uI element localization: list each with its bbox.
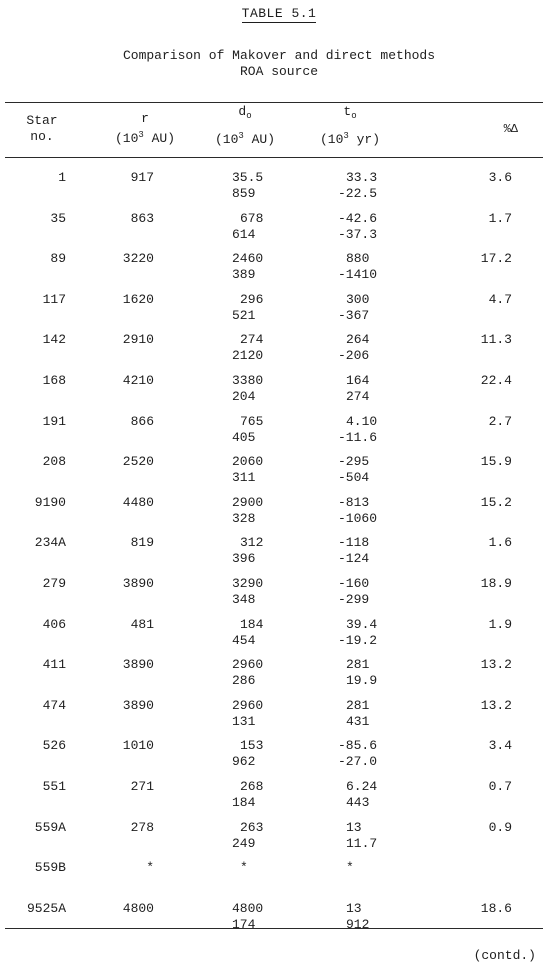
table-caption-line2: ROA source <box>239 64 318 79</box>
cell-d0-first: 765 <box>240 413 264 429</box>
cell-t0 <box>310 576 400 608</box>
header-rule <box>5 157 543 158</box>
cell-percent-diff: 17.2 <box>480 251 512 267</box>
cell-percent-diff: 3.4 <box>488 738 512 754</box>
cell-d0 <box>196 251 280 283</box>
cell-r: 2910 <box>122 332 154 348</box>
cell-t0-first: 264 <box>346 332 370 348</box>
cell-t0-second: 274 <box>346 389 370 404</box>
cell-r: 863 <box>130 210 154 226</box>
cell-t0-first: 4.10 <box>346 413 378 429</box>
table-row <box>0 738 558 774</box>
cell-star-no: 559A <box>34 819 66 835</box>
cell-d0-first: 2060 <box>232 454 264 470</box>
cell-r: 4800 <box>122 900 154 916</box>
table-row <box>0 495 558 531</box>
cell-percent-diff: 13.2 <box>480 657 512 673</box>
cell-d0 <box>196 820 280 852</box>
header-t-letter: t <box>343 104 352 119</box>
cell-t0-first: -813 <box>338 494 370 510</box>
cell-star-no: 117 <box>42 291 66 307</box>
cell-d0-first: 2960 <box>232 657 264 673</box>
cell-percent-diff: 0.7 <box>488 779 512 794</box>
cell-t0-second: -299 <box>338 592 370 607</box>
table-row <box>0 170 558 206</box>
cell-t0 <box>310 779 400 811</box>
cell-t0 <box>310 414 400 446</box>
table-row <box>0 292 558 328</box>
cell-r: 1620 <box>122 291 154 307</box>
cell-t0-first: 39.4 <box>346 616 378 632</box>
header-r-unit-pre: (10 <box>114 131 139 146</box>
cell-d0-first: 184 <box>240 616 264 632</box>
cell-t0-second: -37.3 <box>338 226 378 242</box>
cell-d0-first: 2960 <box>232 697 264 713</box>
cell-t0-second: -1060 <box>338 510 378 526</box>
cell-d0-second: 348 <box>232 592 256 607</box>
cell-r: 3890 <box>122 657 154 673</box>
cell-d0 <box>196 617 280 649</box>
cell-d0-second: 131 <box>232 713 256 729</box>
table-row <box>0 251 558 287</box>
cell-star-no: 234A <box>34 535 66 551</box>
header-star-line1: Star <box>26 113 58 128</box>
cell-d0-second: 521 <box>232 307 256 323</box>
header-d-unit-exp: 3 <box>238 131 244 141</box>
table-row <box>0 373 558 409</box>
header-d <box>200 104 290 148</box>
cell-percent-diff: 1.7 <box>488 210 512 226</box>
cell-percent-diff: 22.4 <box>480 373 512 388</box>
top-rule <box>5 102 543 103</box>
cell-t0 <box>310 738 400 770</box>
cell-t0-first: 281 <box>346 697 370 713</box>
cell-d0-first: 4800 <box>232 900 264 916</box>
cell-r: 481 <box>130 616 154 632</box>
table-row <box>0 657 558 693</box>
cell-r: 4210 <box>122 373 154 388</box>
cell-d0-first: 312 <box>240 535 264 551</box>
cell-d0-second: 204 <box>232 389 256 404</box>
cell-d0-first: 35.5 <box>232 170 264 185</box>
cell-t0-second: -22.5 <box>338 186 378 201</box>
table-title <box>0 6 558 21</box>
cell-t0-first: 13 <box>346 900 362 916</box>
cell-t0-first: 880 <box>346 251 370 267</box>
cell-star-no: 9190 <box>34 494 66 510</box>
header-t-unit-pre: (10 <box>319 132 344 147</box>
cell-t0 <box>310 251 400 283</box>
cell-d0-first: 2460 <box>232 251 264 267</box>
cell-star-no: 559B <box>34 860 66 876</box>
cell-t0-first: 281 <box>346 657 370 673</box>
table-row <box>0 617 558 653</box>
header-t-subscript: o <box>351 111 357 121</box>
cell-d0-second: 249 <box>232 835 256 851</box>
cell-t0-second: -11.6 <box>338 429 378 445</box>
cell-t0 <box>310 332 400 364</box>
cell-star-no: 279 <box>42 576 66 591</box>
table-row <box>0 779 558 815</box>
cell-t0-second: -19.2 <box>338 632 378 648</box>
cell-percent-diff: 15.9 <box>480 454 512 470</box>
cell-t0 <box>310 292 400 324</box>
cell-d0-first: 153 <box>240 738 264 754</box>
cell-r: 3890 <box>122 697 154 713</box>
cell-star-no: 406 <box>42 616 66 632</box>
cell-percent-diff: 13.2 <box>480 697 512 713</box>
cell-t0-second: 11.7 <box>346 835 378 851</box>
header-d-unit-pre: (10 <box>214 132 239 147</box>
cell-star-no: 142 <box>42 332 66 348</box>
cell-d0-first: 678 <box>240 210 264 226</box>
header-r <box>100 111 190 147</box>
cell-t0-first: 164 <box>346 373 370 388</box>
cell-d0 <box>196 211 280 243</box>
table-row <box>0 698 558 734</box>
cell-t0-second: -124 <box>338 551 370 567</box>
bottom-rule <box>5 928 543 929</box>
cell-t0 <box>310 211 400 243</box>
cell-d0-second: 311 <box>232 470 256 486</box>
cell-d0 <box>196 860 280 876</box>
cell-percent-diff: 2.7 <box>488 413 512 429</box>
cell-t0 <box>310 535 400 567</box>
cell-t0-first: -160 <box>338 576 370 591</box>
table-row <box>0 576 558 612</box>
cell-d0 <box>196 657 280 689</box>
cell-d0 <box>196 373 280 405</box>
cell-t0 <box>310 170 400 202</box>
cell-t0-second: -367 <box>338 307 370 323</box>
cell-r: 866 <box>130 413 154 429</box>
cell-t0 <box>310 454 400 486</box>
cell-t0-second: 19.9 <box>346 673 378 689</box>
table-row <box>0 860 558 896</box>
cell-t0-second: 431 <box>346 713 370 729</box>
cell-d0-second: 454 <box>232 632 256 648</box>
cell-d0-first: 263 <box>240 819 264 835</box>
table-row <box>0 414 558 450</box>
cell-percent-diff: 0.9 <box>488 819 512 835</box>
cell-t0 <box>310 617 400 649</box>
table-row <box>0 820 558 856</box>
cell-r: * <box>146 860 154 876</box>
cell-t0-first: * <box>346 860 354 876</box>
cell-d0-second: 405 <box>232 429 256 445</box>
cell-t0-first: -295 <box>338 454 370 470</box>
cell-t0-second: 443 <box>346 795 370 810</box>
cell-star-no: 35 <box>50 210 66 226</box>
header-r-symbol: r <box>141 111 149 126</box>
header-d-unit <box>200 128 290 148</box>
cell-d0-second: 184 <box>232 795 256 810</box>
table-row <box>0 454 558 490</box>
table-row <box>0 901 558 937</box>
cell-star-no: 411 <box>42 657 66 673</box>
table-caption-line1: Comparison of Makover and direct methods <box>122 48 436 63</box>
cell-d0 <box>196 454 280 486</box>
header-t-unit-post: yr) <box>348 132 381 147</box>
cell-d0 <box>196 576 280 608</box>
header-star <box>14 113 70 145</box>
cell-percent-diff: 15.2 <box>480 494 512 510</box>
cell-d0-first: 296 <box>240 291 264 307</box>
cell-t0 <box>310 495 400 527</box>
header-t-symbol <box>300 104 400 124</box>
table-row <box>0 332 558 368</box>
cell-d0-second: 174 <box>232 916 256 932</box>
cell-percent-diff: 1.6 <box>488 535 512 551</box>
cell-t0 <box>310 698 400 730</box>
table-row <box>0 535 558 571</box>
cell-t0-first: -42.6 <box>338 210 378 226</box>
cell-star-no: 474 <box>42 697 66 713</box>
header-percent-diff: %Δ <box>503 122 518 136</box>
cell-d0 <box>196 170 280 202</box>
cell-t0-second: -1410 <box>338 267 378 283</box>
cell-r: 278 <box>130 819 154 835</box>
cell-t0 <box>310 657 400 689</box>
cell-d0 <box>196 292 280 324</box>
cell-d0-second: 2120 <box>232 348 264 364</box>
cell-star-no: 191 <box>42 413 66 429</box>
table-title-text: TABLE 5.1 <box>241 6 317 21</box>
cell-t0-first: -118 <box>338 535 370 551</box>
cell-star-no: 89 <box>50 251 66 267</box>
continued-note: (contd.) <box>473 948 536 963</box>
cell-r: 917 <box>130 170 154 185</box>
cell-d0-first: * <box>240 860 248 876</box>
cell-d0 <box>196 698 280 730</box>
cell-percent-diff: 18.6 <box>480 900 512 916</box>
header-t-unit <box>300 128 400 148</box>
cell-t0-second: 912 <box>346 916 370 932</box>
cell-star-no: 9525A <box>26 900 66 916</box>
cell-t0-first: 300 <box>346 291 370 307</box>
cell-t0-first: 33.3 <box>346 170 378 185</box>
cell-d0-first: 3380 <box>232 373 264 388</box>
header-r-unit <box>100 127 190 147</box>
header-d-unit-post: AU) <box>243 132 276 147</box>
table-row <box>0 211 558 247</box>
cell-d0-first: 2900 <box>232 494 264 510</box>
cell-percent-diff: 1.9 <box>488 616 512 632</box>
cell-d0-first: 274 <box>240 332 264 348</box>
cell-t0 <box>310 860 400 876</box>
cell-d0 <box>196 495 280 527</box>
cell-r: 819 <box>130 535 154 551</box>
cell-r: 3890 <box>122 576 154 591</box>
cell-d0 <box>196 535 280 567</box>
cell-d0-second: 962 <box>232 754 256 770</box>
cell-d0-first: 268 <box>240 779 264 794</box>
cell-r: 2520 <box>122 454 154 470</box>
cell-t0-second: -27.0 <box>338 754 378 770</box>
cell-t0-first: 13 <box>346 819 362 835</box>
cell-d0-second: 328 <box>232 510 256 526</box>
cell-t0-first: -85.6 <box>338 738 378 754</box>
header-d-letter: d <box>238 104 247 119</box>
cell-r: 1010 <box>122 738 154 754</box>
cell-percent-diff: 11.3 <box>480 332 512 348</box>
cell-d0-second: 396 <box>232 551 256 567</box>
cell-t0-second: -206 <box>338 348 370 364</box>
cell-star-no: 526 <box>42 738 66 754</box>
cell-r: 4480 <box>122 494 154 510</box>
cell-d0-first: 3290 <box>232 576 264 591</box>
cell-d0 <box>196 332 280 364</box>
cell-d0 <box>196 779 280 811</box>
cell-d0-second: 859 <box>232 186 256 201</box>
cell-d0-second: 286 <box>232 673 256 689</box>
cell-d0-second: 614 <box>232 226 256 242</box>
cell-t0-second: -504 <box>338 470 370 486</box>
cell-star-no: 1 <box>58 170 66 185</box>
header-star-line2: no. <box>30 129 54 144</box>
cell-star-no: 551 <box>42 779 66 794</box>
cell-t0-first: 6.24 <box>346 779 378 794</box>
header-r-unit-exp: 3 <box>138 130 144 140</box>
cell-r: 271 <box>130 779 154 794</box>
cell-r: 3220 <box>122 251 154 267</box>
cell-t0 <box>310 373 400 405</box>
cell-percent-diff: 4.7 <box>488 291 512 307</box>
header-t <box>300 104 400 148</box>
cell-t0 <box>310 820 400 852</box>
header-d-symbol <box>200 104 290 124</box>
cell-percent-diff: 18.9 <box>480 576 512 591</box>
cell-star-no: 168 <box>42 373 66 388</box>
cell-percent-diff: 3.6 <box>488 170 512 185</box>
cell-d0 <box>196 738 280 770</box>
cell-d0-second: 389 <box>232 267 256 283</box>
cell-d0 <box>196 414 280 446</box>
header-r-unit-post: AU) <box>143 131 176 146</box>
cell-star-no: 208 <box>42 454 66 470</box>
header-d-subscript: o <box>246 111 252 121</box>
header-t-unit-exp: 3 <box>343 131 349 141</box>
